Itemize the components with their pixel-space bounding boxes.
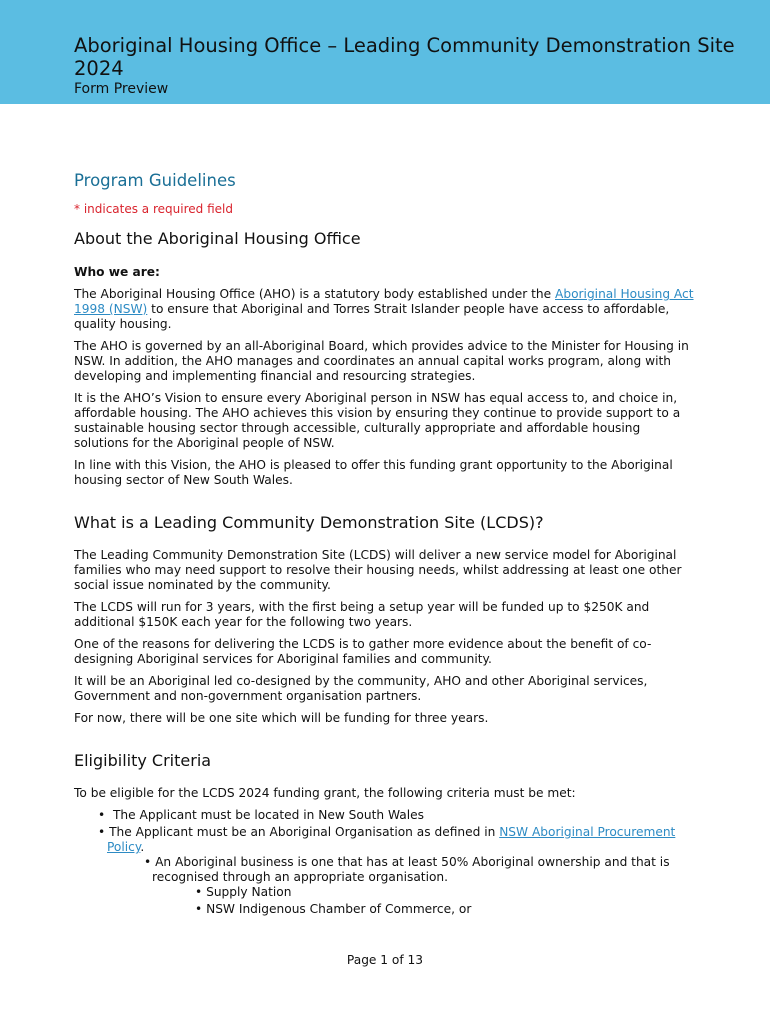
eligibility-subitem-1: An Aboriginal business is one that has at least 50% Aboriginal ownership and that is recognised through an appropriate organisation. (152, 855, 670, 884)
lcds-heading: What is a Leading Community Demonstration Site (LCDS)? (74, 513, 544, 532)
lcds-paragraph-3: One of the reasons for delivering the LCDS is to gather more evidence about the benefit of co-designing Aboriginal services for Aboriginal families and community. (74, 637, 652, 666)
about-p1-text: The Aboriginal Housing Office (AHO) is a statutory body established under the (74, 287, 556, 301)
page-title: Aboriginal Housing Office – Leading Community Demonstration Site 2024 (74, 34, 735, 80)
eligibility-item-1: The Applicant must be located in New South Wales (112, 808, 424, 822)
bullet-icon: • (195, 902, 203, 916)
lcds-paragraph-1: The Leading Community Demonstration Site (LCDS) will deliver a new service model for Aboriginal families who may need support to resolve their housing needs, whilst addressing at least one other social issue nominated by the community. (74, 548, 682, 592)
bullet-icon: • (195, 885, 203, 899)
list-item (74, 855, 694, 917)
eligibility-sublist (74, 855, 694, 917)
eligibility-intro: To be eligible for the LCDS 2024 funding grant, the following criteria must be met: (74, 786, 576, 800)
eligibility-subsubitem-1: Supply Nation (206, 885, 292, 899)
list-item (74, 825, 694, 917)
eligibility-list (74, 808, 694, 917)
page-subtitle: Form Preview (74, 81, 169, 97)
procurement-policy-link[interactable]: NSW Aboriginal Procurement Policy (107, 825, 676, 854)
about-paragraph-4: In line with this Vision, the AHO is pleased to offer this funding grant opportunity to the Aboriginal housing sector of New South Wales. (74, 458, 673, 487)
bullet-icon: • (98, 825, 106, 839)
header-banner (0, 0, 770, 104)
eligibility-item-2: The Applicant must be an Aboriginal Organisation as defined in (109, 825, 500, 839)
program-guidelines-heading: Program Guidelines (74, 171, 236, 190)
bullet-icon: • (144, 855, 152, 869)
lcds-paragraph-4: It will be an Aboriginal led co-designed by the community, AHO and other Aboriginal services, Government and non-government organisation partners. (74, 674, 648, 703)
form-content (74, 171, 694, 919)
eligibility-item-2-end: . (140, 840, 145, 854)
list-item (74, 885, 694, 900)
aboriginal-housing-act-link[interactable]: Aboriginal Housing Act 1998 (NSW) (74, 287, 694, 316)
about-heading: About the Aboriginal Housing Office (74, 229, 361, 248)
about-paragraph-1 (74, 287, 694, 332)
about-paragraph-2: The AHO is governed by an all-Aboriginal Board, which provides advice to the Minister for Housing in NSW. In addition, the AHO manages and coordinates an annual capital works program, along with developing and implementing financial and resourcing strategies. (74, 339, 689, 383)
list-item (74, 808, 694, 823)
eligibility-subsublist (74, 885, 694, 917)
lcds-paragraph-2: The LCDS will run for 3 years, with the first being a setup year will be funded up to $250K and additional $150K each year for the following two years. (74, 600, 650, 629)
about-p1-text-end: to ensure that Aboriginal and Torres Strait Islander people have access to affordable, quality housing. (74, 302, 670, 331)
list-item (74, 902, 694, 917)
required-field-note: * indicates a required field (74, 202, 233, 216)
lcds-paragraph-5: For now, there will be one site which will be funding for three years. (74, 711, 489, 725)
eligibility-heading: Eligibility Criteria (74, 751, 212, 770)
about-paragraph-3: It is the AHO’s Vision to ensure every Aboriginal person in NSW has equal access to, and choice in, affordable housing. The AHO achieves this vision by ensuring they continue to provide support to a sustainable housing sector through accessible, culturally appropriate and affordable housing solutions for the Aboriginal people of NSW. (74, 391, 681, 450)
eligibility-subsubitem-2: NSW Indigenous Chamber of Commerce, or (206, 902, 472, 916)
page-number: Page 1 of 13 (346, 953, 424, 967)
who-we-are-label: Who we are: (74, 265, 160, 279)
bullet-icon: • (98, 808, 106, 822)
